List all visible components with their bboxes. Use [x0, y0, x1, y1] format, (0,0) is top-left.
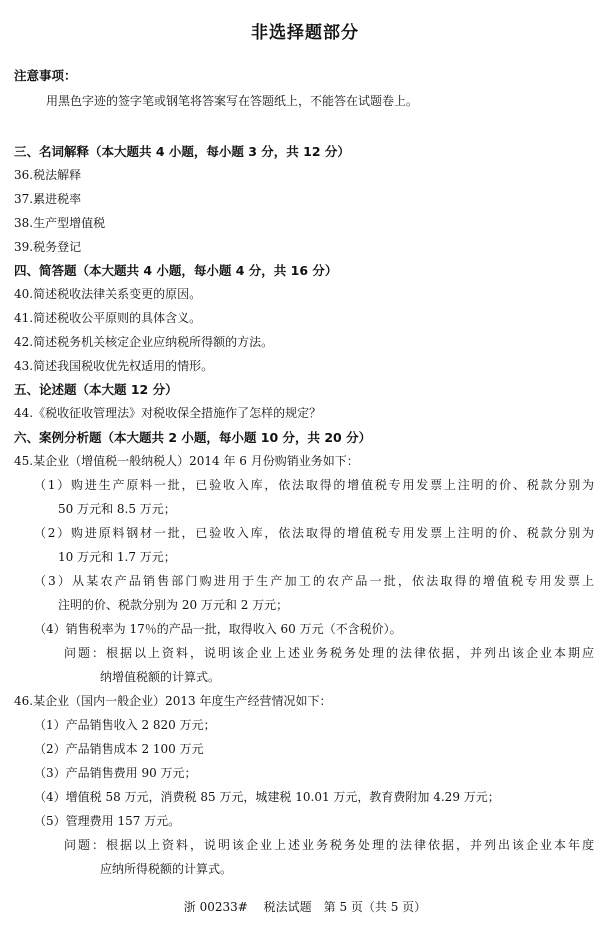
question-43: 43.简述我国税收优先权适用的情形。: [14, 359, 214, 373]
section5-heading: 五、论述题（本大题 12 分）: [14, 382, 178, 397]
question-46-line: （1）产品销售收入 2 820 万元；: [34, 718, 216, 732]
question-45-line: （1）购进生产原料一批，已验收入库，依法取得的增值税专用发票上注明的价、税款分别为: [34, 478, 594, 492]
question-46-line: （2）产品销售成本 2 100 万元: [34, 742, 204, 756]
question-39: 39.税务登记: [14, 240, 82, 254]
question-45-prompt: 问题：根据以上资料，说明该企业上述业务税务处理的法律依据，并列出该企业本期应: [64, 646, 594, 660]
question-46-prompt: 问题：根据以上资料，说明该企业上述业务税务处理的法律依据，并列出该企业本年度: [64, 838, 594, 852]
question-37: 37.累进税率: [14, 192, 82, 206]
question-46-prompt: 应纳所得税额的计算式。: [100, 862, 233, 876]
question-44: 44.《税收征收管理法》对税收保全措施作了怎样的规定？: [14, 406, 322, 420]
question-46-line: （3）产品销售费用 90 万元；: [34, 766, 197, 780]
section4-heading: 四、简答题（本大题共 4 小题，每小题 4 分，共 16 分）: [14, 263, 338, 278]
question-38: 38.生产型增值税: [14, 216, 106, 230]
question-45-line: （2）购进原料钢材一批，已验收入库，依法取得的增值税专用发票上注明的价、税款分别为: [34, 526, 594, 540]
question-46-line: （5）管理费用 157 万元。: [34, 814, 181, 828]
question-45-line: （3）从某农产品销售部门购进用于生产加工的农产品一批，依法取得的增值税专用发票上: [34, 574, 594, 588]
page-footer: 浙 00233# 税法试题 第 5 页（共 5 页）: [183, 900, 427, 914]
section3-heading: 三、名词解释（本大题共 4 小题，每小题 3 分，共 12 分）: [14, 144, 350, 159]
question-45-intro: 45.某企业（增值税一般纳税人）2014 年 6 月份购销业务如下：: [14, 454, 359, 468]
section6-heading: 六、案例分析题（本大题共 2 小题，每小题 10 分，共 20 分）: [14, 430, 372, 445]
notice-heading: 注意事项：: [14, 68, 77, 83]
question-46-line: （4）增值税 58 万元，消费税 85 万元，城建税 10.01 万元，教育费附加 4.29 万元；: [34, 790, 500, 804]
question-46-intro: 46.某企业（国内一般企业）2013 年度生产经营情况如下：: [14, 694, 332, 708]
question-42: 42.简述税务机关核定企业应纳税所得额的方法。: [14, 335, 274, 349]
question-41: 41.简述税收公平原则的具体含义。: [14, 311, 202, 325]
notice-text: 用黑色字迹的签字笔或钢笔将答案写在答题纸上，不能答在试题卷上。: [46, 94, 419, 108]
question-40: 40.简述税收法律关系变更的原因。: [14, 287, 202, 301]
page-title: 非选择题部分: [251, 23, 359, 43]
question-45-line: （4）销售税率为 17％的产品一批，取得收入 60 万元（不含税价）。: [34, 622, 402, 636]
question-36: 36.税法解释: [14, 168, 82, 182]
question-45-line: 50 万元和 8.5 万元；: [58, 502, 176, 516]
question-45-line: 10 万元和 1.7 万元；: [58, 550, 176, 564]
question-45-line: 注明的价、税款分别为 20 万元和 2 万元；: [58, 598, 289, 612]
question-45-prompt: 纳增值税额的计算式。: [100, 670, 221, 684]
